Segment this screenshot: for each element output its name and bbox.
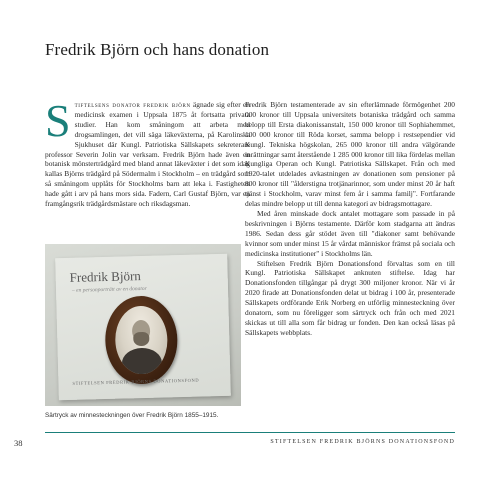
portrait-beard	[133, 332, 149, 346]
booklet-cover	[55, 254, 231, 400]
portrait-image	[114, 305, 168, 374]
paragraph-forvaltning: Stiftelsen Fredrik Björn Donationsfond förvaltas som en till Kungl. Patriotiska Sällskapet anknuten stiftelse. Idag har Donationsfonden tillgångar på drygt 300 miljoner kronor. När vi år 2020 firade att Donationsfonden delat ut bidrag i 100 år, presenterade Sällskapets ordförande Erik Norberg en utförlig minnesteckning över donatorn, som nu föreligger som särtryck och från och med 2021 skickas ut till alla som får bidrag ur fonden. Den kan också läsas på Sällskapets webbplats.	[245, 258, 455, 337]
right-column	[245, 100, 455, 338]
paragraph-stadgar: Med åren minskade dock antalet mottagare som passade in på beskrivningen i Björns testamente. Därför kom stadgarna att ändras 1986. Sedan dess går stödet även till "diakoner samt behövande kvinnor som under minst 15 år vårdat människor främst på sociala och medicinska institutioner" i Stockholms län.	[245, 208, 455, 258]
photo-caption: Särtryck av minnesteckningen över Fredrik Björn 1855–1915.	[45, 412, 219, 419]
running-footer: STIFTELSEN FREDRIK BJÖRNS DONATIONSFOND	[270, 439, 455, 445]
lead-smallcaps: tiftelsens donator fredrik björn	[74, 100, 191, 109]
drop-cap: S	[45, 95, 71, 146]
booklet-title: Fredrik Björn	[69, 268, 141, 285]
paragraph-testament: Fredrik Björn testamenterade av sin efterlämnade förmögenhet 200 000 kronor till Uppsala universitets botaniska trädgård och samma belopp till Ersta diakonissanstalt, 150 000 kronor till Sophiahemmet, 100 000 kronor till Röda korset, samma belopp i restsependier vid Kungl. Tekniska högskolan, 265 000 kronor till andra välgörande inrättningar samt återstående 1 285 000 kronor till lika fördelas mellan Kungliga Operan och Kungl. Patriotiska Sällskapet. Från och med 1920-talet utdelades avkastningen av donationen som pensioner på 800 kronor till "ålderstigna trotjänarinnor, som under minst 20 år haft tjänst i Stockholm, varav minst fem år i samma familj". Fortfarande delas mindre belopp ut till denna kategori av bidragsmottagare.	[245, 100, 455, 209]
booklet-subtitle: – en personporträtt av en donator	[71, 285, 147, 294]
paragraph-intro-text: ägnade sig efter en medicinsk examen i Uppsala 1875 åt fortsatta privata studier. Han kom småningom att arbeta med drogsamlingen, det vill säga läkeväxterna, på Karolinska Sjukhuset där Kungl. Patriotiska Sällskapets sekreterare professor Severin Jolin var verksam. Fredrik Björn hade även en botanisk mönsterträdgård med bland annat läkeväxter i det som idag kallas Björns trädgård på Södermalm i Stockholm – en trädgård som så småningom upplåts för Stockholms barn att leka i. Fastigheten hade gått i arv på hans mors sida. Fadern, Carl Gustaf Björn, var en framgångsrik trädgårdsmästare och riksdagsman.	[45, 100, 250, 209]
booklet-footer: STIFTELSEN FREDRIK BJÖRNS DONATIONSFOND	[72, 377, 200, 386]
page-title: Fredrik Björn och hans donation	[45, 40, 270, 59]
portrait-shoulders	[122, 348, 163, 375]
paragraph-intro	[45, 95, 250, 209]
booklet-photo	[45, 244, 241, 406]
left-column	[45, 95, 250, 209]
page-number: 38	[14, 438, 23, 448]
footer-rule	[45, 432, 455, 433]
portrait-frame	[104, 295, 178, 385]
